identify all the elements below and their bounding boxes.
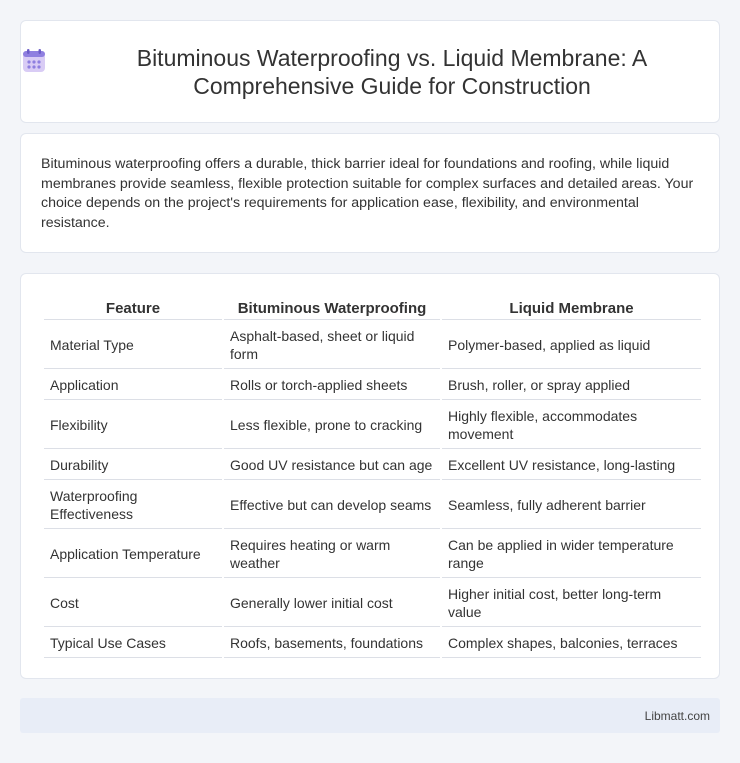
- cell-bituminous: Effective but can develop seams: [224, 482, 440, 529]
- page-title: Bituminous Waterproofing vs. Liquid Membrane: A Comprehensive Guide for Construction: [136, 44, 648, 99]
- cell-liquid: Brush, roller, or spray applied: [442, 371, 701, 400]
- cell-bituminous: Roofs, basements, foundations: [224, 629, 440, 658]
- cell-feature: Application Temperature: [44, 531, 222, 578]
- cell-feature: Durability: [44, 451, 222, 480]
- cell-liquid: Can be applied in wider temperature range: [442, 531, 701, 578]
- footer-bar: [20, 698, 720, 733]
- table-row: [44, 531, 701, 578]
- cell-bituminous: Requires heating or warm weather: [224, 531, 440, 578]
- table-row: [44, 482, 701, 529]
- table-header-row: [44, 296, 701, 320]
- table-row: [44, 322, 701, 369]
- cell-liquid: Complex shapes, balconies, terraces: [442, 629, 701, 658]
- cell-bituminous: Good UV resistance but can age: [224, 451, 440, 480]
- comparison-card: [20, 273, 720, 679]
- cell-feature: Application: [44, 371, 222, 400]
- header-liquid: Liquid Membrane: [442, 296, 701, 320]
- cell-feature: Cost: [44, 580, 222, 627]
- cell-bituminous: Rolls or torch-applied sheets: [224, 371, 440, 400]
- footer-brand[interactable]: Libmatt.com: [644, 708, 710, 723]
- intro-card: [20, 133, 720, 253]
- calendar-icon: [21, 48, 47, 74]
- cell-bituminous: Less flexible, prone to cracking: [224, 402, 440, 449]
- cell-feature: Waterproofing Effectiveness: [44, 482, 222, 529]
- header-bituminous: Bituminous Waterproofing: [224, 296, 440, 320]
- table-row: [44, 629, 701, 658]
- header-feature: Feature: [44, 296, 222, 320]
- comparison-table: [42, 294, 703, 660]
- cell-bituminous: Generally lower initial cost: [224, 580, 440, 627]
- cell-feature: Material Type: [44, 322, 222, 369]
- table-row: [44, 402, 701, 449]
- cell-feature: Flexibility: [44, 402, 222, 449]
- intro-text: Bituminous waterproofing offers a durable, thick barrier ideal for foundations and roofing, while liquid membranes provide seamless, flexible protection suitable for complex surfaces and detailed areas. Your choice depends on the project's requirements for application ease, flexibility, and environmental resistance.: [41, 156, 694, 231]
- cell-liquid: Higher initial cost, better long-term value: [442, 580, 701, 627]
- table-row: [44, 451, 701, 480]
- cell-bituminous: Asphalt-based, sheet or liquid form: [224, 322, 440, 369]
- cell-liquid: Polymer-based, applied as liquid: [442, 322, 701, 369]
- cell-liquid: Highly flexible, accommodates movement: [442, 402, 701, 449]
- title-card: [20, 20, 720, 123]
- table-row: [44, 371, 701, 400]
- cell-liquid: Seamless, fully adherent barrier: [442, 482, 701, 529]
- table-row: [44, 580, 701, 627]
- cell-feature: Typical Use Cases: [44, 629, 222, 658]
- cell-liquid: Excellent UV resistance, long-lasting: [442, 451, 701, 480]
